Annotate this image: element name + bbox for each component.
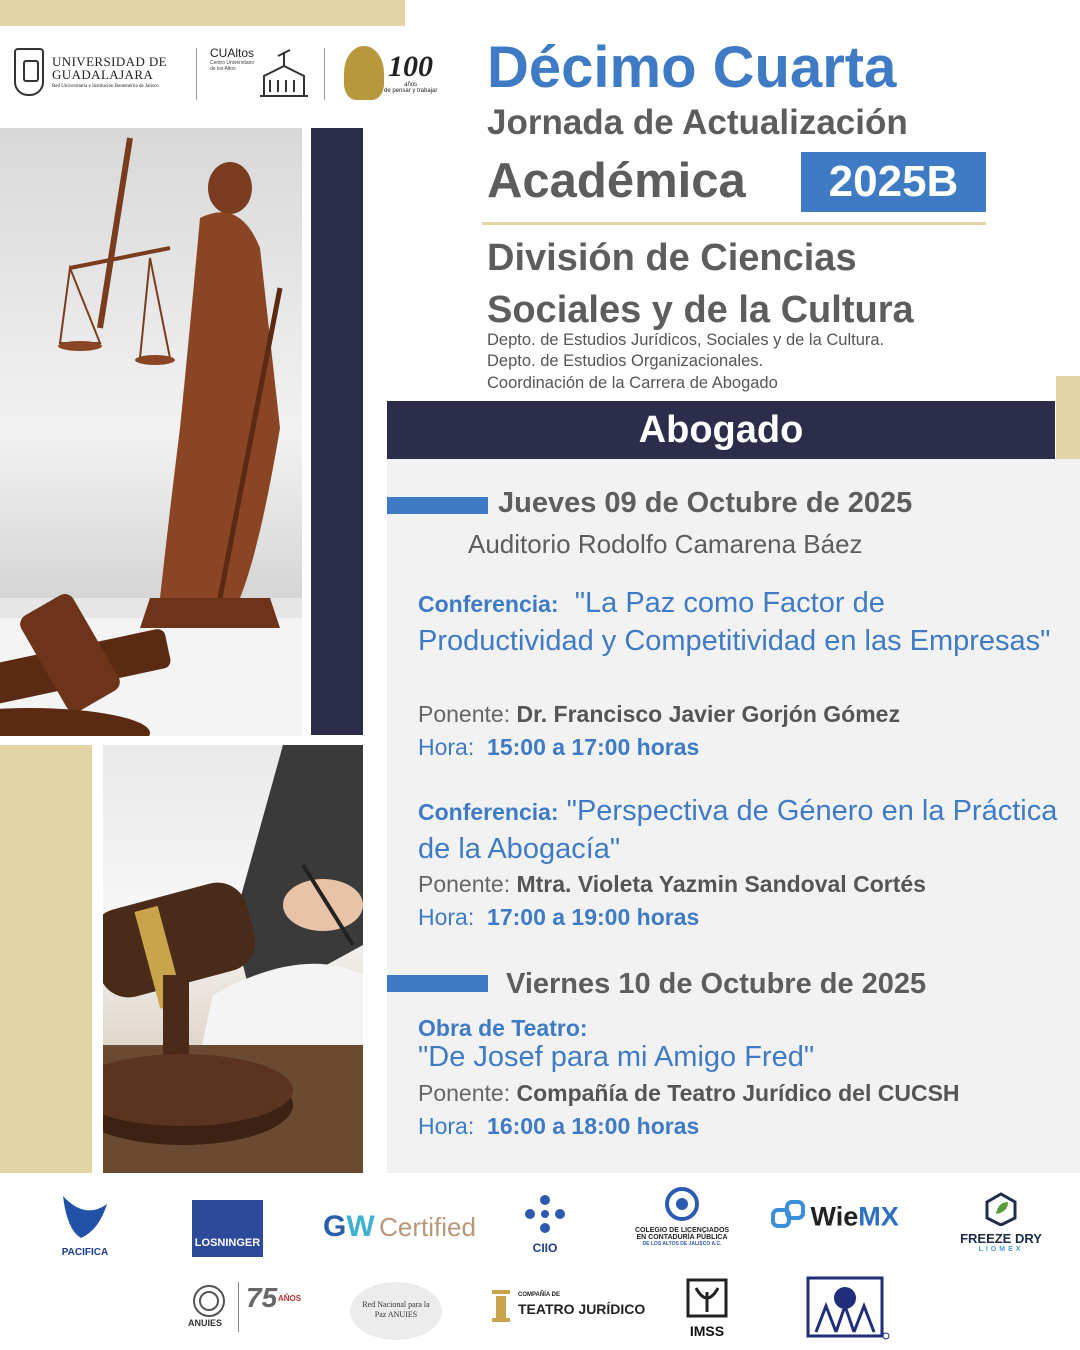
day2-marker: [387, 975, 488, 992]
teatro-line1: COMPAÑÍA DE: [518, 1292, 560, 1298]
event2-ponente-label: Ponente:: [418, 871, 511, 897]
wiemx-label-a: Wie: [810, 1201, 859, 1232]
sponsor-imss: [682, 1278, 732, 1339]
event3-ponente-label: Ponente:: [418, 1080, 511, 1106]
cualtos-sub: Centro Universitario de los Altos: [210, 60, 255, 72]
navy-vertical-bar: [311, 128, 363, 735]
cualtos-logo: [210, 46, 310, 100]
100-anos-logo: [344, 44, 456, 102]
lady-justice-photo: [0, 128, 302, 736]
anuies-icon: [188, 1284, 230, 1318]
pacifica-label: PACIFICA: [61, 1247, 109, 1258]
udg-line3: Red Universitaria e Institución Benemérita de Jalisco: [52, 84, 159, 89]
sponsor-colegio: [620, 1186, 744, 1247]
sponsor-pacifica: [50, 1190, 120, 1258]
event3-hora-value: 16:00 a 18:00 horas: [487, 1113, 700, 1139]
losninger-label: LOSNINGER: [194, 1237, 261, 1249]
gavel-icon: [103, 745, 363, 1173]
gold-divider: [482, 222, 986, 225]
departments: [487, 330, 1047, 394]
udg-logo: [14, 46, 194, 98]
wiemx-icon: [770, 1198, 806, 1236]
program-title: Abogado: [387, 401, 1055, 459]
event1-ponente: [418, 701, 900, 728]
day1-venue: Auditorio Rodolfo Camarena Báez: [468, 529, 863, 559]
sponsor-aaa: [806, 1276, 890, 1340]
sponsor-teatro-juridico: [490, 1288, 646, 1328]
freeze-dry-label: FREEZE DRY: [960, 1231, 1042, 1246]
ciio-label: CIIO: [532, 1241, 558, 1255]
sponsor-gw-certified: [323, 1210, 483, 1244]
event3-ponente: [418, 1080, 960, 1107]
anuies-label: ANUIES: [188, 1318, 223, 1328]
cien-sub2: de pensar y trabajar: [384, 88, 438, 94]
title-jornada: Jornada de Actualización: [487, 103, 908, 142]
imss-label: IMSS: [689, 1323, 725, 1339]
event1-type: Conferencia:: [418, 591, 559, 617]
sponsor-wiemx: [770, 1198, 915, 1236]
sponsor-red-nacional: [350, 1282, 442, 1340]
cien-number: 100: [388, 50, 433, 83]
udg-seal-icon: [14, 48, 44, 96]
cualtos-name: CUAltos: [210, 46, 255, 60]
title-decimo-cuarta: Décimo Cuarta: [487, 35, 897, 100]
event3-title: "De Josef para mi Amigo Fred": [418, 1041, 815, 1073]
column-icon: [490, 1288, 512, 1324]
event2-hora: [418, 904, 699, 931]
anuies-75: 75: [246, 1282, 278, 1313]
depto-line1: Depto. de Estudios Jurídicos, Sociales y de la Cultura.: [487, 331, 885, 349]
event1-ponente-name: Dr. Francisco Javier Gorjón Gómez: [516, 701, 900, 727]
gw-certified-label: Certified: [379, 1212, 476, 1242]
event3-hora-label: Hora:: [418, 1113, 475, 1139]
division-line2: Sociales y de la Cultura: [487, 289, 914, 332]
division-title: [487, 232, 1047, 337]
division-line1: División de Ciencias: [487, 237, 857, 279]
teatro-line2: TEATRO JURÍDICO: [518, 1301, 646, 1317]
event1-title-block: [418, 585, 1058, 660]
header-divider-2: [324, 48, 325, 100]
event1-ponente-label: Ponente:: [418, 701, 511, 727]
day2-date: Viernes 10 de Octubre de 2025: [506, 968, 927, 1000]
freeze-dry-sub: LIOMEX: [978, 1246, 1024, 1253]
wiemx-label-b: MX: [858, 1201, 899, 1232]
top-gold-bar: [0, 0, 405, 26]
sponsor-anuies: [188, 1282, 308, 1334]
event1-hora-label: Hora:: [418, 734, 475, 760]
anuies-divider: [238, 1282, 239, 1332]
header-divider: [196, 48, 197, 100]
building-icon: [258, 46, 310, 100]
colegio-line2: EN CONTADURÍA PÚBLICA: [636, 1234, 728, 1241]
anuies-75-anos: AÑOS: [278, 1294, 302, 1303]
depto-line3: Coordinación de la Carrera de Abogado: [487, 373, 778, 392]
dove-icon: [55, 1190, 115, 1242]
aaa-globe-icon: [806, 1276, 890, 1340]
day1-date: Jueves 09 de Octubre de 2025: [498, 487, 913, 519]
left-gold-block: [0, 745, 92, 1173]
day1-marker: [387, 497, 488, 514]
event2-ponente: [418, 871, 926, 898]
imss-eagle-icon: [684, 1278, 730, 1318]
lion-icon: [344, 46, 384, 100]
event1-hora-value: 15:00 a 17:00 horas: [487, 734, 700, 760]
title-academica: Académica: [487, 154, 746, 208]
lady-justice-statue-icon: [0, 128, 302, 736]
red-nacional-label: Red Nacional para la Paz ANUIES: [362, 1300, 430, 1319]
gavel-writing-photo: [103, 745, 363, 1173]
sponsor-ciio: [518, 1192, 572, 1255]
event2-title: "Perspectiva de Género en la Práctica de la Abogacía": [418, 795, 1058, 865]
ciio-icon: [520, 1192, 570, 1236]
sponsor-losninger: [192, 1200, 263, 1257]
event2-title-block: [418, 793, 1058, 868]
gw-w-icon: W: [346, 1210, 375, 1243]
event1-title: "La Paz como Factor de Productividad y Competitividad en las Empresas": [418, 587, 1051, 657]
edition-badge: 2025B: [801, 152, 986, 212]
colegio-line3: DE LOS ALTOS DE JALISCO A.C.: [642, 1241, 722, 1247]
event3-type-label: Obra de Teatro:: [418, 1015, 588, 1041]
colegio-line1: COLEGIO DE LICENCIADOS: [634, 1227, 730, 1234]
event3-hora: [418, 1113, 699, 1140]
event3-ponente-name: Compañía de Teatro Jurídico del CUCSH: [516, 1080, 960, 1106]
sponsor-freeze-dry: [948, 1192, 1054, 1253]
freeze-dry-leaf-icon: [984, 1192, 1018, 1226]
event2-type: Conferencia:: [418, 799, 559, 825]
event2-hora-value: 17:00 a 19:00 horas: [487, 904, 700, 930]
cien-sub1: años: [404, 82, 418, 88]
depto-line2: Depto. de Estudios Organizacionales.: [487, 352, 764, 371]
udg-line1: UNIVERSIDAD DE: [52, 54, 168, 69]
event2-ponente-name: Mtra. Violeta Yazmin Sandoval Cortés: [516, 871, 926, 897]
colegio-swirl-icon: [657, 1186, 707, 1222]
event1-hora: [418, 734, 699, 761]
gw-mark-icon: G: [323, 1210, 347, 1243]
udg-line2: GUADALAJARA: [52, 67, 154, 82]
event2-hora-label: Hora:: [418, 904, 475, 930]
